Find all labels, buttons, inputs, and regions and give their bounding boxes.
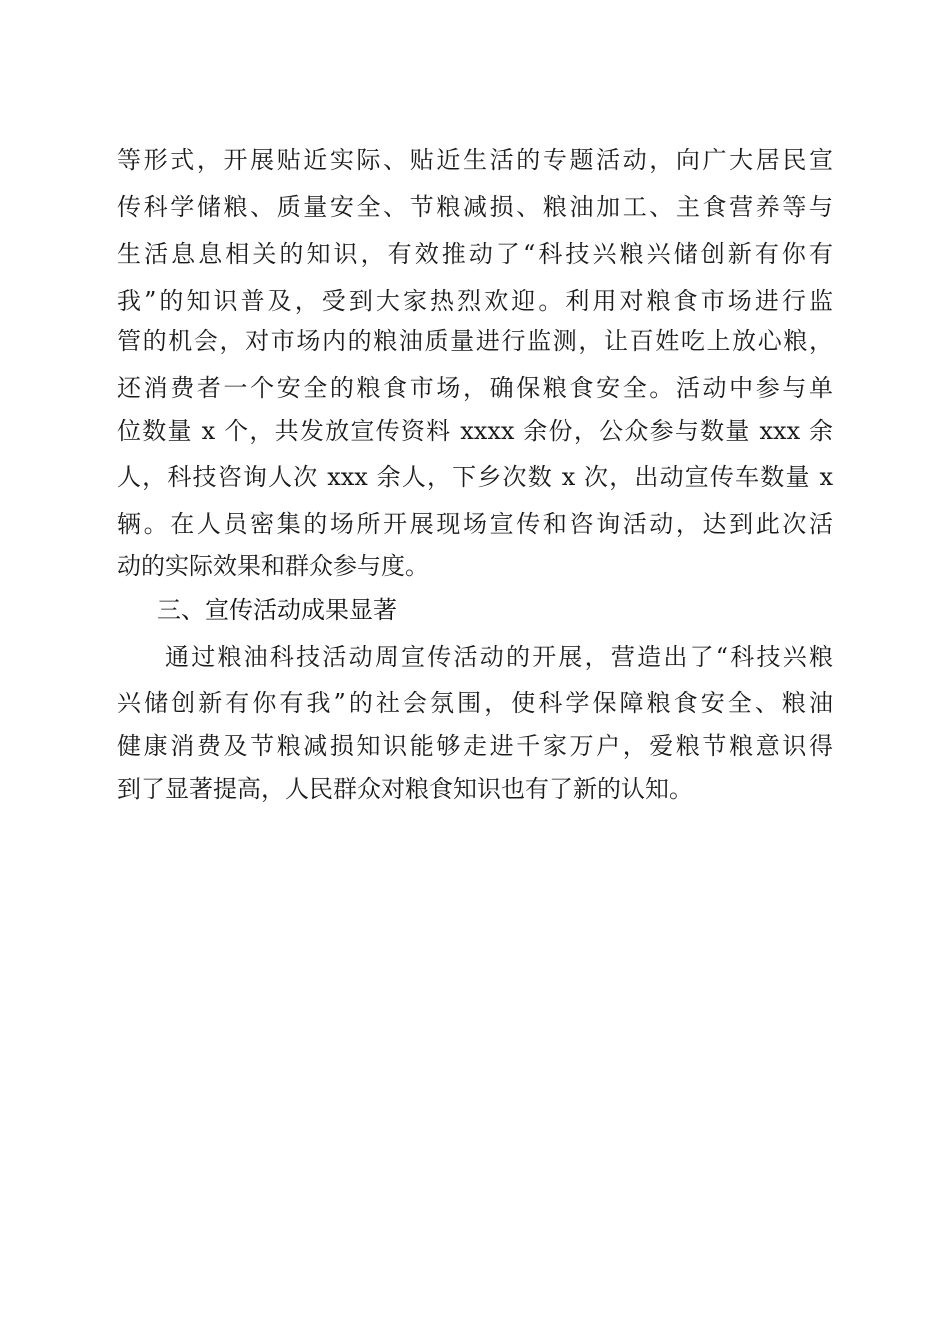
paragraph-line: 传科学储粮、质量安全、节粮减损、粮油加工、主食营养等与: [117, 193, 833, 221]
paragraph-line: 兴储创新有你有我”的社会氛围，使科学保障粮食安全、粮油: [117, 689, 833, 717]
paragraph-line: 位数量 x 个，共发放宣传资料 xxxx 余份，公众参与数量 xxx 余: [117, 417, 833, 445]
section-heading: 三、宣传活动成果显著: [157, 596, 397, 624]
paragraph-line: 生活息息相关的知识，有效推动了“科技兴粮兴储创新有你有: [117, 240, 833, 268]
paragraph-line: 管的机会，对市场内的粮油质量进行监测，让百姓吃上放心粮，: [117, 327, 833, 355]
paragraph-line: 健康消费及节粮减损知识能够走进千家万户，爱粮节粮意识得: [117, 732, 833, 760]
paragraph-line: 通过粮油科技活动周宣传活动的开展，营造出了“科技兴粮: [165, 643, 833, 671]
paragraph-line: 我”的知识普及，受到大家热烈欢迎。利用对粮食市场进行监: [117, 287, 833, 315]
paragraph-line: 辆。在人员密集的场所开展现场宣传和咨询活动，达到此次活: [117, 510, 833, 538]
paragraph-line: 动的实际效果和群众参与度。: [117, 552, 429, 580]
paragraph-line: 等形式，开展贴近实际、贴近生活的专题活动，向广大居民宣: [117, 146, 833, 174]
paragraph-line: 人，科技咨询人次 xxx 余人，下乡次数 x 次，出动宣传车数量 x: [117, 463, 833, 491]
paragraph-line: 还消费者一个安全的粮食市场，确保粮食安全。活动中参与单: [117, 374, 833, 402]
paragraph-line: 到了显著提高，人民群众对粮食知识也有了新的认知。: [117, 775, 693, 803]
